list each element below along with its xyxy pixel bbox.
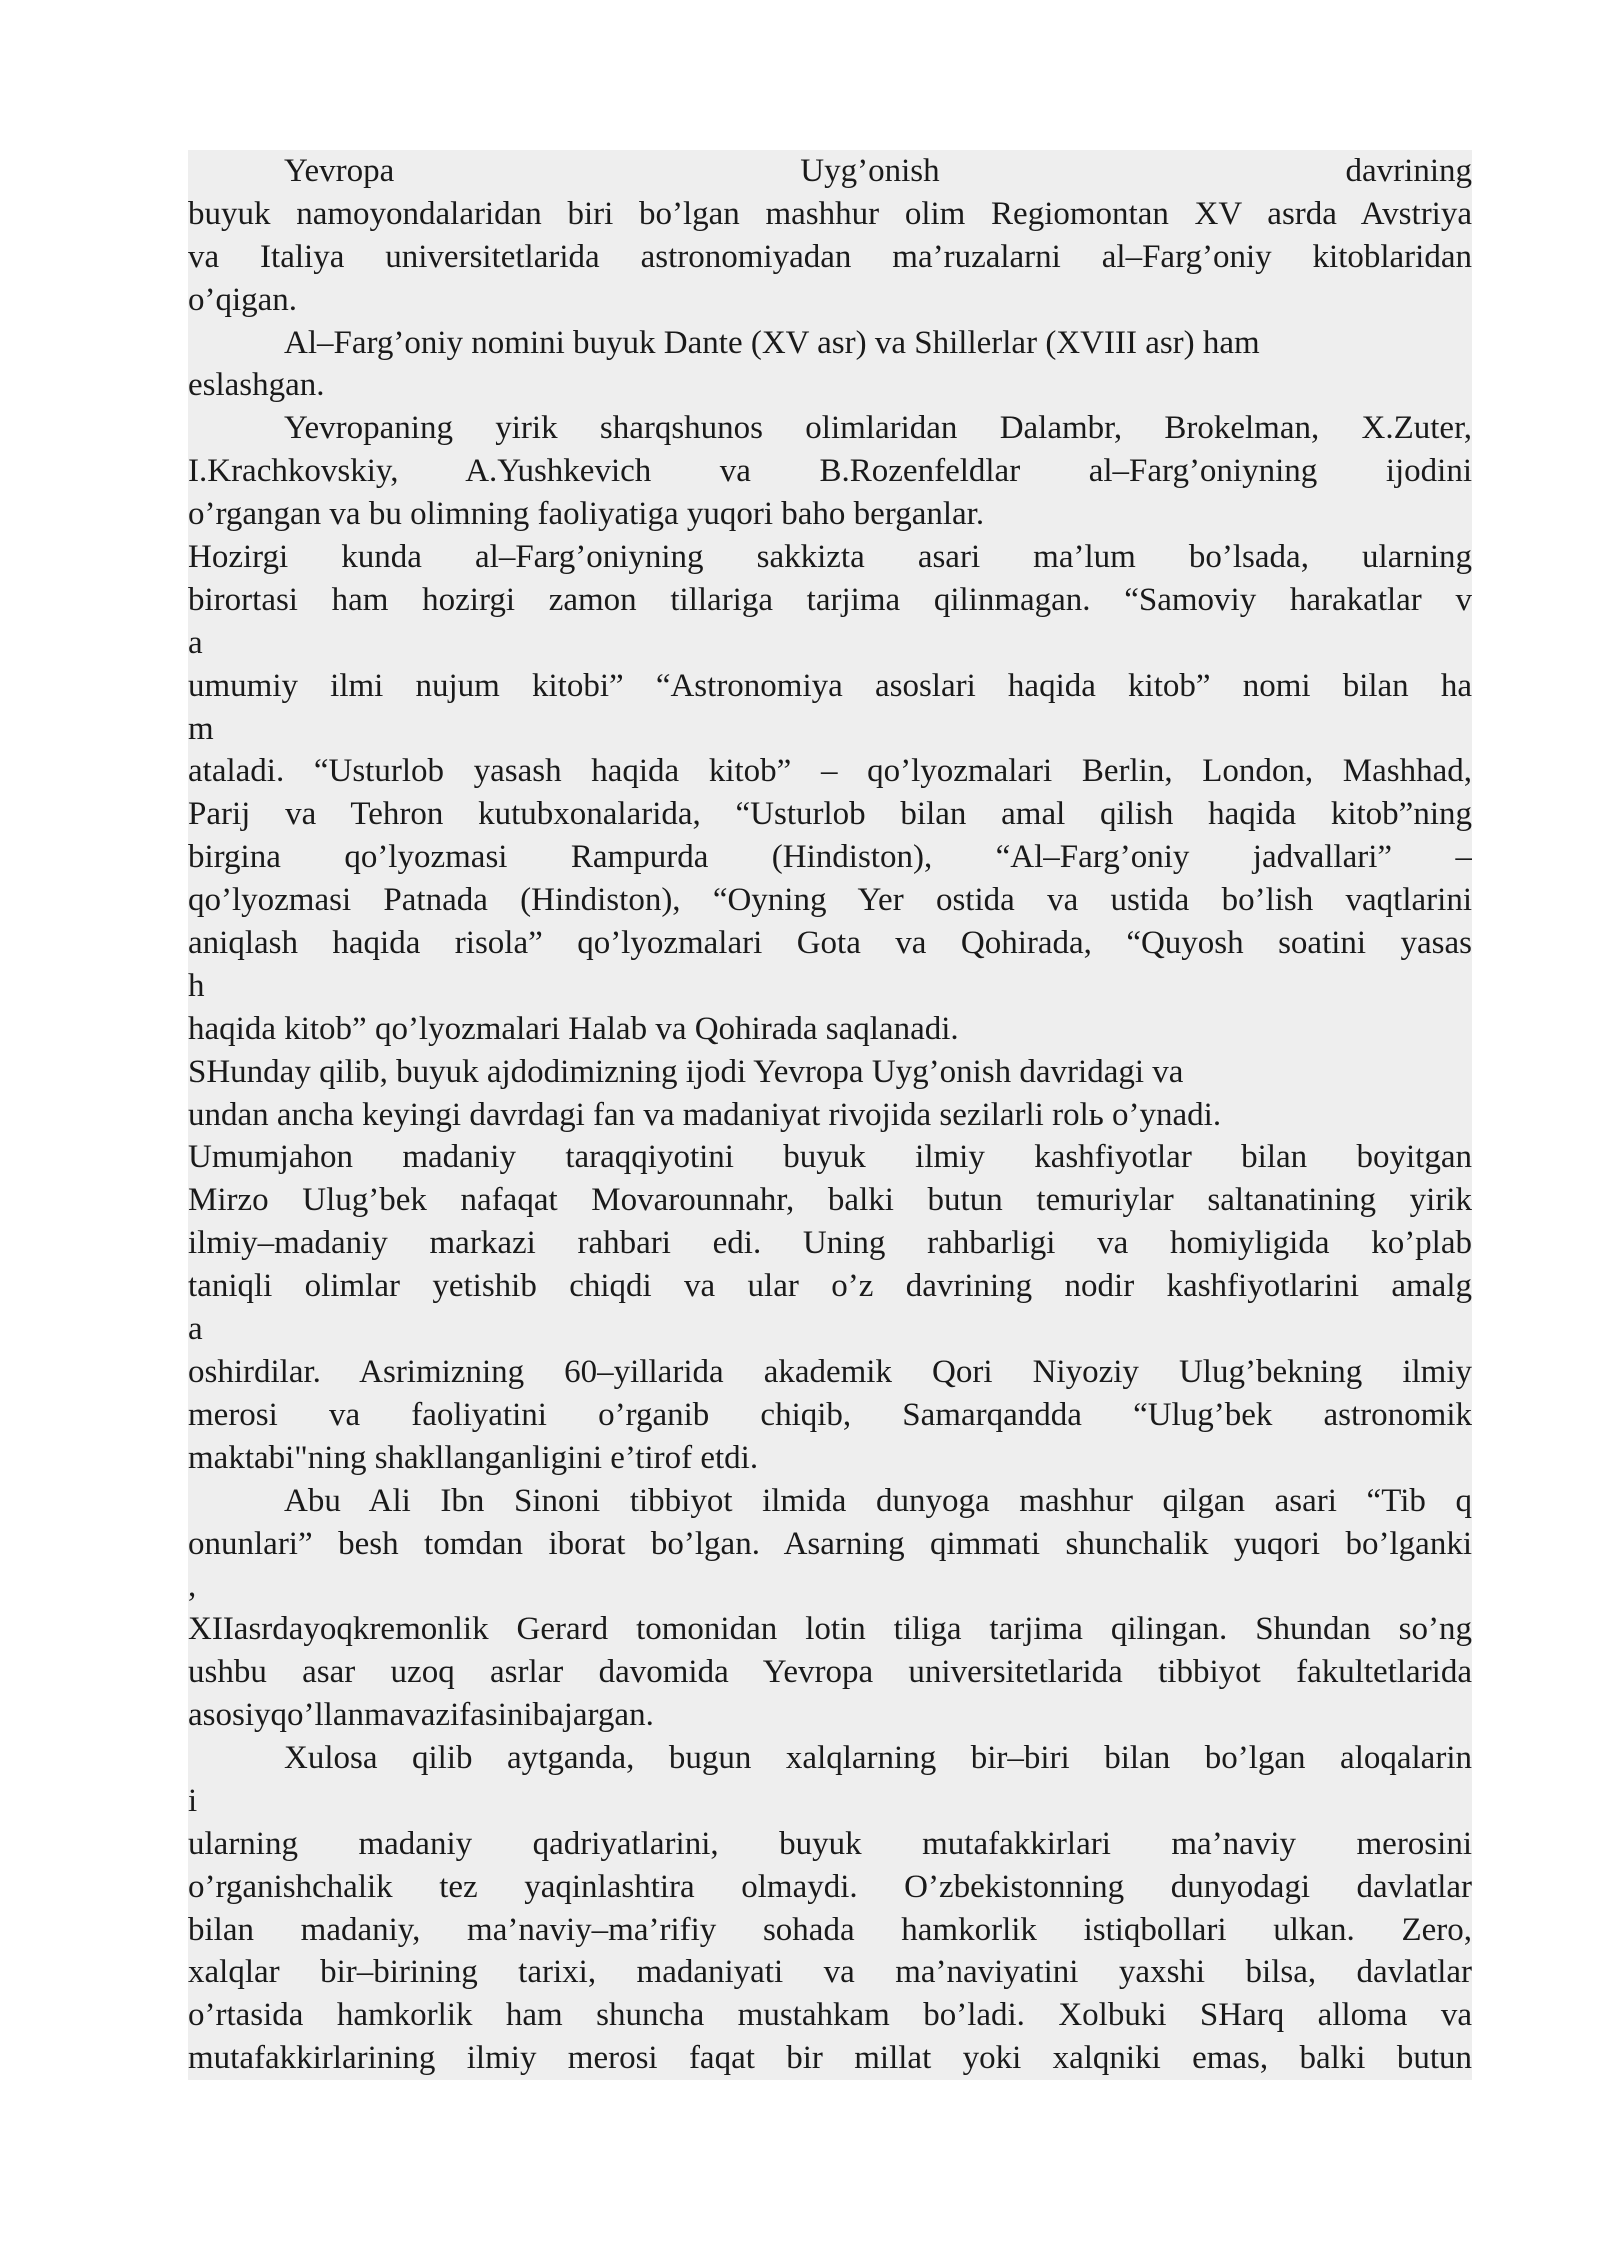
text-line: ilmiy–madaniy markazi rahbari edi. Uning rahbarligi va homiyligida ko’plab [188, 1225, 1472, 1262]
text-line: a [188, 624, 203, 661]
text-line: m [188, 710, 214, 747]
text-line: eslashgan. [188, 367, 325, 404]
text-line: merosi va faoliyatini o’rganib chiqib, Samarqandda “Ulug’bek astronomik [188, 1396, 1472, 1433]
text-line: h [188, 967, 205, 1004]
text-line: Al–Farg’oniy nomini buyuk Dante (XV asr) va Shillerlar (XVIII asr) ham [284, 324, 1260, 361]
text-line: SHunday qilib, buyuk ajdodimizning ijodi Yevropa Uyg’onish davridagi va [188, 1053, 1184, 1090]
text-line: i [188, 1782, 198, 1819]
text-line: haqida kitob” qo’lyozmalari Halab va Qohirada saqlanadi. [188, 1010, 959, 1047]
text-line: birortasi ham hozirgi zamon tillariga tarjima qilinmagan. “Samoviy harakatlar v [188, 581, 1472, 618]
text-line: birgina qo’lyozmasi Rampurda (Hindiston), “Al–Farg’oniy jadvallari” – [188, 839, 1472, 876]
text-line: taniqli olimlar yetishib chiqdi va ular o’z davrining nodir kashfiyotlarini amalg [188, 1268, 1472, 1305]
text-line: ularning madaniy qadriyatlarini, buyuk mutafakkirlari ma’naviy merosini [188, 1825, 1472, 1862]
text-line: maktabi"ning shakllanganligini e’tirof etdi. [188, 1439, 759, 1476]
text-line: o’rtasida hamkorlik ham shuncha mustahkam bo’ladi. Xolbuki SHarq alloma va [188, 1997, 1472, 2034]
text-line: va Italiya universitetlarida astronomiyadan ma’ruzalarni al–Farg’oniy kitoblaridan [188, 238, 1472, 275]
text-line: mutafakkirlarining ilmiy merosi faqat bir millat yoki xalqniki emas, balki butun [188, 2040, 1472, 2077]
text-line: Xulosa qilib aytganda, bugun xalqlarning bir–biri bilan bo’lgan aloqalarin [284, 1739, 1472, 1776]
body-text [188, 150, 1472, 2080]
text-line: a [188, 1311, 203, 1348]
text-line: Umumjahon madaniy taraqqiyotini buyuk ilmiy kashfiyotlar bilan boyitgan [188, 1139, 1472, 1176]
text-line: onunlari” besh tomdan iborat bo’lgan. Asarning qimmati shunchalik yuqori bo’lganki [188, 1525, 1472, 1562]
text-line: , [188, 1568, 197, 1605]
text-line: Mirzo Ulug’bek nafaqat Movarounnahr, balki butun temuriylar saltanatining yirik [188, 1182, 1472, 1219]
text-line: o’rgangan va bu olimning faoliyatiga yuqori baho berganlar. [188, 496, 985, 533]
text-line: undan ancha keyingi davrdagi fan va madaniyat rivojida sezilarli rolь o’ynadi. [188, 1096, 1222, 1133]
text-line: aniqlash haqida risola” qo’lyozmalari Gota va Qohirada, “Quyosh soatini yasas [188, 925, 1472, 962]
text-line: buyuk namoyondalaridan biri bo’lgan mashhur olim Regiomontan XV asrda Avstriya [188, 195, 1472, 232]
text-line: Hozirgi kunda al–Farg’oniyning sakkizta asari ma’lum bo’lsada, ularning [188, 539, 1472, 576]
text-line: Abu Ali Ibn Sinoni tibbiyot ilmida dunyoga mashhur qilgan asari “Tib q [284, 1482, 1472, 1519]
text-line: umumiy ilmi nujum kitobi” “Astronomiya asoslari haqida kitob” nomi bilan ha [188, 667, 1472, 704]
text-line: o’qigan. [188, 281, 298, 318]
text-line: ushbu asar uzoq asrlar davomida Yevropa universitetlarida tibbiyot fakultetlarida [188, 1654, 1472, 1691]
text-line: xalqlar bir–birining tarixi, madaniyati va ma’naviyatini yaxshi bilsa, davlatlar [188, 1954, 1472, 1991]
text-line: bilan madaniy, ma’naviy–ma’rifiy sohada hamkorlik istiqbollari ulkan. Zero, [188, 1911, 1472, 1948]
text-line: I.Krachkovskiy, A.Yushkevich va B.Rozenfeldlar al–Farg’oniyning ijodini [188, 453, 1472, 490]
text-line: asosiyqo’llanmavazifasinibajargan. [188, 1697, 654, 1734]
text-line: Parij va Tehron kutubxonalarida, “Usturlob bilan amal qilish haqida kitob”ning [188, 796, 1472, 833]
text-line: ataladi. “Usturlob yasash haqida kitob” – qo’lyozmalari Berlin, London, Mashhad, [188, 753, 1472, 790]
text-line: oshirdilar. Asrimizning 60–yillarida akademik Qori Niyoziy Ulug’bekning ilmiy [188, 1353, 1472, 1390]
text-line: o’rganishchalik tez yaqinlashtira olmaydi. O’zbekistonning dunyodagi davlatlar [188, 1868, 1472, 1905]
text-line: qo’lyozmasi Patnada (Hindiston), “Oyning Yer ostida va ustida bo’lish vaqtlarini [188, 882, 1472, 919]
text-line: XIIasrdayoqkremonlik Gerard tomonidan lotin tiliga tarjima qilingan. Shundan so’ng [188, 1611, 1472, 1648]
text-line: Yevropa Uyg’onish davrining [284, 153, 1472, 189]
text-line: Yevropaning yirik sharqshunos olimlaridan Dalambr, Brokelman, X.Zuter, [284, 410, 1472, 447]
